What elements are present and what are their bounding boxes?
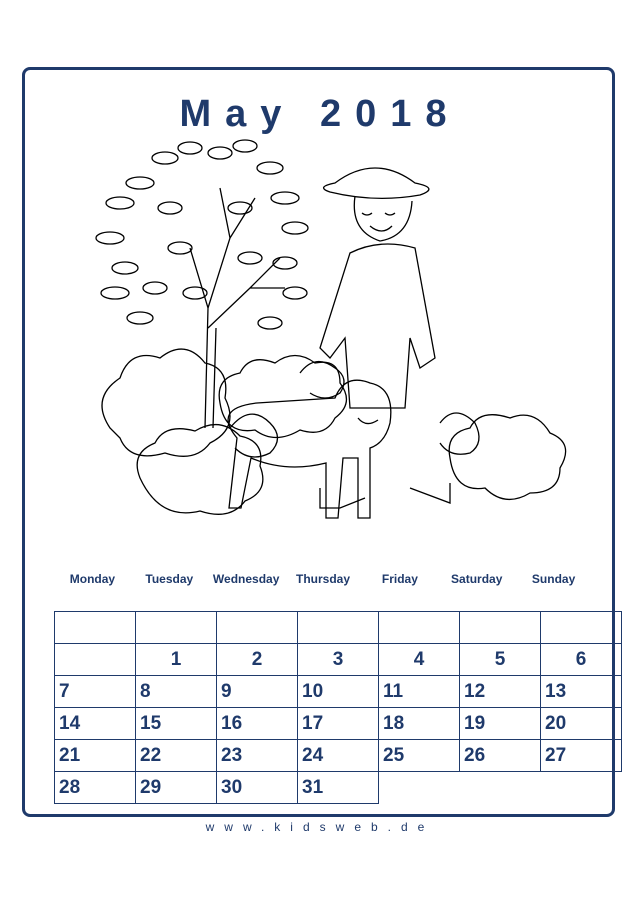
month-title: May 2018 (179, 93, 461, 135)
weekday-label: Monday (69, 572, 116, 586)
day-cell-empty (379, 772, 460, 804)
weekday-label: Tuesday (145, 572, 194, 586)
day-cell: 21 (55, 740, 136, 772)
day-cell: 16 (217, 708, 298, 740)
day-cell: 23 (217, 740, 298, 772)
day-cell: 10 (298, 676, 379, 708)
day-cell (136, 612, 217, 644)
day-cell: 30 (217, 772, 298, 804)
calendar-week-row (55, 612, 622, 644)
day-cell: 29 (136, 772, 217, 804)
day-cell: 3 (298, 644, 379, 676)
day-cell (217, 612, 298, 644)
day-cell: 6 (541, 644, 622, 676)
weekday-label: Friday (381, 572, 418, 586)
day-cell: 11 (379, 676, 460, 708)
day-cell (55, 644, 136, 676)
calendar-week-row (55, 708, 622, 740)
calendar-week-row (55, 644, 622, 676)
day-cell: 7 (55, 676, 136, 708)
boy-drawing (320, 168, 450, 508)
bush-drawing (102, 349, 230, 456)
day-cell (379, 612, 460, 644)
calendar-week-row (55, 772, 622, 804)
day-cell: 1 (136, 644, 217, 676)
weekday-label: Thursday (296, 572, 351, 586)
day-cell: 22 (136, 740, 217, 772)
day-cell: 13 (541, 676, 622, 708)
day-cell (298, 612, 379, 644)
day-cell: 2 (217, 644, 298, 676)
day-cell: 24 (298, 740, 379, 772)
day-cell: 28 (55, 772, 136, 804)
calendar-grid (54, 611, 622, 804)
day-cell: 27 (541, 740, 622, 772)
day-cell: 14 (55, 708, 136, 740)
tree-drawing (96, 140, 308, 428)
calendar-week-row (55, 740, 622, 772)
day-cell-empty (460, 772, 541, 804)
day-cell: 12 (460, 676, 541, 708)
day-cell: 26 (460, 740, 541, 772)
day-cell: 31 (298, 772, 379, 804)
day-cell: 25 (379, 740, 460, 772)
website-footer: www.kidsweb.de (205, 820, 435, 834)
day-cell: 18 (379, 708, 460, 740)
day-cell-empty (541, 772, 622, 804)
day-cell: 9 (217, 676, 298, 708)
weekday-header-row (54, 572, 592, 586)
weekday-label: Saturday (451, 572, 503, 586)
sheep-drawing (137, 356, 565, 515)
calendar-week-row (55, 676, 622, 708)
day-cell: 8 (136, 676, 217, 708)
weekday-label: Wednesday (212, 572, 280, 586)
day-cell: 17 (298, 708, 379, 740)
day-cell: 19 (460, 708, 541, 740)
day-cell: 5 (460, 644, 541, 676)
day-cell: 4 (379, 644, 460, 676)
coloring-illustration (80, 128, 580, 548)
day-cell: 15 (136, 708, 217, 740)
day-cell (55, 612, 136, 644)
day-cell (541, 612, 622, 644)
day-cell (460, 612, 541, 644)
day-cell: 20 (541, 708, 622, 740)
weekday-label: Sunday (531, 572, 576, 586)
